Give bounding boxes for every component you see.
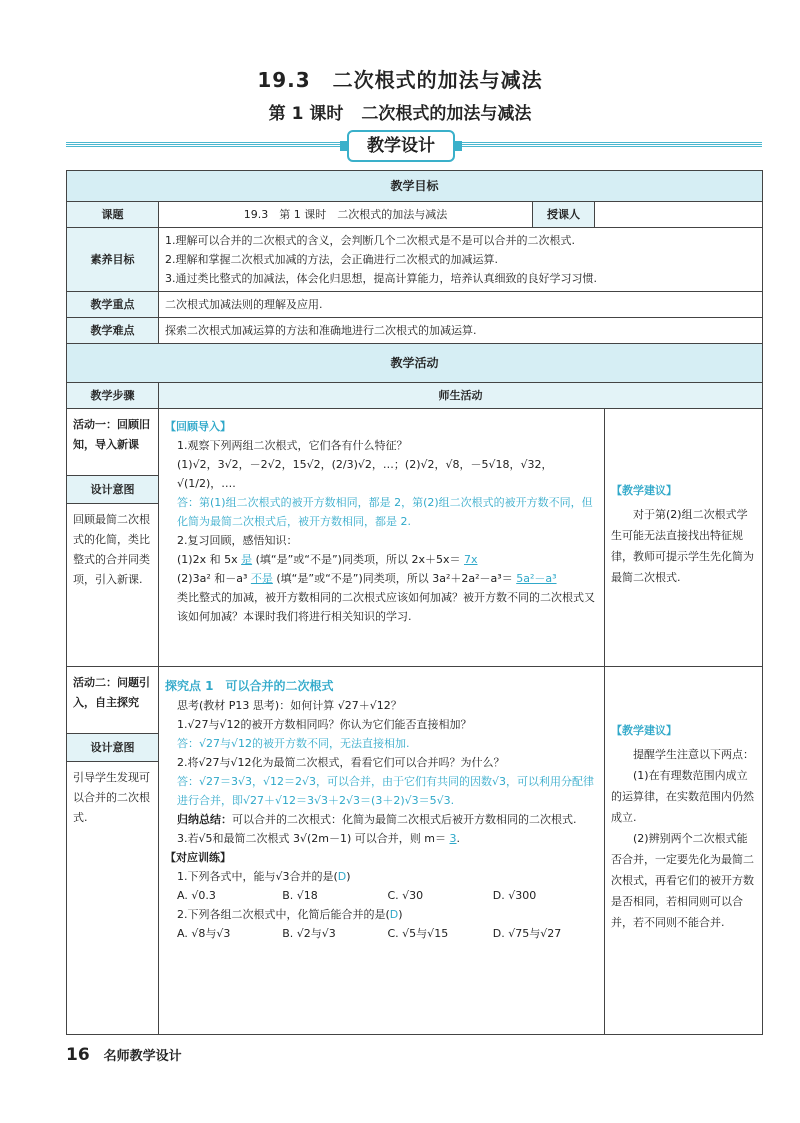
- review-heading: 【回顾导入】: [165, 420, 231, 433]
- activity-label: 师生活动: [159, 383, 763, 409]
- section-title: [0, 64, 800, 93]
- p2-answer: D: [389, 908, 399, 921]
- q2a-answer: 是: [241, 553, 253, 566]
- lesson-title: [0, 99, 800, 124]
- a1-q2a: [165, 550, 598, 569]
- band-label: 教学设计: [347, 130, 455, 162]
- lesson-number: 第 1 课时: [268, 104, 344, 124]
- activity-1-design-label: 设计意图: [67, 475, 158, 504]
- q2b-answer: 不是: [250, 572, 273, 585]
- p2-text: 2.下列各组二次根式中，化简后能合并的是(: [177, 908, 390, 921]
- activity-1-name: 活动一：回顾旧知，导入新课: [73, 418, 150, 451]
- q2b-pre: (2)3a² 和－a³: [177, 572, 248, 585]
- page-footer: [66, 1045, 182, 1065]
- a2-think: 思考(教材 P13 思考)：如何计算 √27＋√12？: [177, 699, 402, 712]
- teacher-label: 授课人: [533, 202, 595, 228]
- a2-answer-2: 答：√27＝3√3，√12＝2√3，可以合并，由于它们有共同的因数√3，可以利用分配律进行合并，即√27＋√12＝3√3＋2√3＝(3＋2)√3＝5√3.: [177, 775, 595, 807]
- explore-heading: 探究点 1 可以合并的二次根式: [165, 679, 334, 693]
- a2-tip-2: (1)在有理数范围内成立的运算律，在实数范围内仍然成立.: [611, 769, 754, 824]
- difficulty-value: 探索二次根式加减运算的方法和准确地进行二次根式的加减运算.: [159, 318, 763, 344]
- activity-1-side: [67, 409, 159, 667]
- activity-2-content: [159, 667, 605, 1035]
- a2-tip-3: (2)辨别两个二次根式能否合并，一定要先化为最简二次根式，再看它们的被开方数是否相同，若相同则可以合并，若不同则不能合并.: [611, 832, 754, 929]
- goals-heading: 教学目标: [67, 171, 763, 202]
- a1-list: (1)√2，3√2，－2√2，15√2，(2/3)√2，…；(2)√2，√8，－5√18，√32，√(1/2)，….: [177, 458, 553, 490]
- a1-question-1: 1.观察下列两组二次根式，它们各有什么特征？: [177, 439, 408, 452]
- literacy-goal-2: 2.理解和掌握二次根式加减的方法，会正确进行二次根式的加减运算.: [165, 253, 498, 266]
- a2-tip-heading: 【教学建议】: [611, 724, 677, 737]
- a2-summary: [165, 810, 598, 829]
- activity-2-side: [67, 667, 159, 1035]
- p1-text: 1.下列各式中，能与√3合并的是(: [177, 870, 338, 883]
- a2-question-2: 2.将√27与√12化为最简二次根式，看看它们可以合并吗？为什么？: [177, 756, 505, 769]
- topic-label: 课题: [67, 202, 159, 228]
- page-number: 16: [66, 1045, 90, 1065]
- q3-text: 3.若√5和最简二次根式 3√(2m－1) 可以合并，则 m＝: [177, 832, 447, 845]
- practice-2: 2.下列各组二次根式中，化简后能合并的是(D): [177, 908, 403, 921]
- p1-option-d: D. √300: [492, 889, 537, 902]
- p2-option-c: C. √5与√15: [387, 927, 449, 940]
- q3-answer: 3: [449, 832, 457, 845]
- a1-tip-text: 对于第(2)组二次根式学生可能无法直接找出特征规律，教师可提示学生先化简为最简二次根式.: [611, 508, 754, 584]
- lesson-table: [66, 170, 763, 1035]
- a1-closing: 类比整式的加减，被开方数相同的二次根式应该如何加减？被开方数不同的二次根式又该如何加减？本课时我们将进行相关知识的学习.: [177, 591, 595, 623]
- section-number: 19.3: [257, 68, 311, 92]
- literacy-goal-3: 3.通过类比整式的加减法，体会化归思想，提高计算能力，培养认真细致的良好学习习惯.: [165, 272, 597, 285]
- lesson-title-text: 二次根式的加法与减法: [361, 104, 532, 124]
- a2-answer-1: 答：√27与√12的被开方数不同，无法直接相加.: [177, 737, 410, 750]
- topic-value: 19.3 第 1 课时 二次根式的加法与减法: [159, 202, 533, 228]
- p1-option-a: A. √0.3: [177, 889, 216, 902]
- p2-option-a: A. √8与√3: [177, 927, 231, 940]
- p1-option-b: B. √18: [282, 889, 318, 902]
- key-value: 二次根式加减法则的理解及应用.: [159, 292, 763, 318]
- q2b-answer-2: 5a²－a³: [516, 572, 557, 585]
- a1-answer-1: 答：第(1)组二次根式的被开方数相同，都是 2，第(2)组二次根式的被开方数不同，但化简为最简二次根式后，被开方数相同，都是 2.: [177, 496, 593, 528]
- section-title-text: 二次根式的加法与减法: [332, 68, 543, 92]
- difficulty-label: 教学难点: [67, 318, 159, 344]
- activity-2-design-label: 设计意图: [67, 733, 158, 762]
- literacy-goal-1: 1.理解可以合并的二次根式的含义，会判断几个二次根式是不是可以合并的二次根式.: [165, 234, 575, 247]
- practice-1-options: [165, 886, 598, 905]
- a2-question-1: 1.√27与√12的被开方数相同吗？你认为它们能否直接相加？: [177, 718, 472, 731]
- a1-q2b: [165, 569, 598, 588]
- literacy-label: 素养目标: [67, 228, 159, 292]
- key-label: 教学重点: [67, 292, 159, 318]
- q2a-pre: (1)2x 和 5x: [177, 553, 238, 566]
- p1-answer: D: [337, 870, 347, 883]
- a1-tip-heading: 【教学建议】: [611, 484, 677, 497]
- literacy-goals: [159, 228, 763, 292]
- a2-question-3: 3.若√5和最简二次根式 3√(2m－1) 可以合并，则 m＝ 3.: [177, 832, 461, 845]
- p2-option-b: B. √2与√3: [282, 927, 336, 940]
- practice-1: 1.下列各式中，能与√3合并的是(D): [177, 870, 351, 883]
- p1-option-c: C. √30: [387, 889, 424, 902]
- p2-option-d: D. √75与√27: [492, 927, 562, 940]
- activity-1-design: 回顾最简二次根式的化简，类比整式的合并同类项，引入新课.: [73, 513, 150, 586]
- summary-text: 可以合并的二次根式：化简为最简二次根式后被开方数相同的二次根式.: [232, 813, 577, 826]
- activity-2-tip: [605, 667, 763, 1035]
- practice-heading: 【对应训练】: [165, 851, 231, 864]
- steps-label: 教学步骤: [67, 383, 159, 409]
- teacher-value: [595, 202, 763, 228]
- q2a-answer-2: 7x: [463, 553, 478, 566]
- a1-question-2: 2.复习回顾，感悟知识：: [177, 534, 298, 547]
- q2a-mid: (填“是”或“不是”)同类项，所以 2x＋5x＝: [255, 553, 461, 566]
- activity-1-tip: [605, 409, 763, 667]
- practice-2-options: [165, 924, 598, 943]
- a2-tip-1: 提醒学生注意以下两点：: [633, 748, 754, 761]
- activities-heading: 教学活动: [67, 344, 763, 383]
- summary-label: 归纳总结：: [177, 813, 232, 826]
- activity-1-content: [159, 409, 605, 667]
- activity-2-name: 活动二：问题引入，自主探究: [73, 676, 150, 709]
- q2b-mid: (填“是”或“不是”)同类项，所以 3a²＋2a²－a³＝: [276, 572, 513, 585]
- activity-2-design: 引导学生发现可以合并的二次根式.: [73, 771, 150, 824]
- book-title: 名师教学设计: [103, 1049, 182, 1064]
